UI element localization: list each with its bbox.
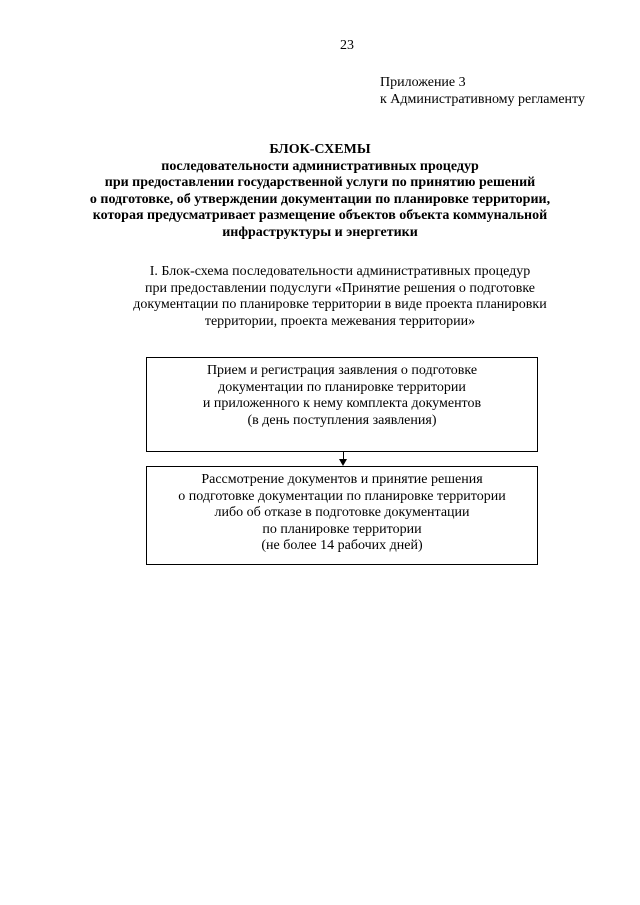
document-title — [20, 142, 620, 241]
arrow-down-icon — [339, 459, 347, 466]
title-line: инфраструктуры и энергетики — [222, 224, 418, 240]
title-line: БЛОК-СХЕМЫ — [269, 142, 371, 157]
flowchart-step-line: либо об отказе в подготовке документации — [214, 505, 470, 520]
title-line: при предоставлении государственной услуги по принятию решений — [104, 175, 536, 190]
section-heading-line: документации по планировке территории в виде проекта планировки — [133, 297, 547, 312]
flowchart-step-line: документации по планировке территории — [218, 379, 466, 395]
appendix-line: Приложение 3 — [380, 75, 466, 90]
title-line: о подготовке, об утверждении документации по планировке территории, — [89, 191, 551, 207]
flowchart-step-line: Рассмотрение документов и принятие решения — [201, 472, 483, 487]
title-line: последовательности административных процедур — [161, 158, 479, 174]
section-heading-line: при предоставлении подуслуги «Принятие решения о подготовке — [144, 280, 536, 296]
appendix-line: к Административному регламенту — [380, 92, 585, 107]
flowchart-step-line: о подготовке документации по планировке территории — [178, 488, 506, 504]
flowchart-step-reception — [146, 357, 538, 452]
flowchart-step-line: по планировке территории — [262, 521, 422, 537]
section-heading — [70, 264, 610, 330]
flowchart-step-decision — [146, 466, 538, 565]
appendix-reference — [380, 74, 585, 108]
flowchart-step-line: и приложенного к нему комплекта документов — [202, 396, 482, 411]
title-line: которая предусматривает размещение объектов объекта коммунальной — [92, 208, 548, 223]
flowchart-step-line: Прием и регистрация заявления о подготовке — [206, 363, 478, 378]
page-number: 23 — [340, 38, 354, 53]
flowchart-step-line: (в день поступления заявления) — [247, 412, 437, 428]
section-heading-line: I. Блок-схема последовательности административных процедур — [149, 264, 531, 279]
section-heading-line: территории, проекта межевания территории» — [204, 313, 476, 329]
flowchart-step-line: (не более 14 рабочих дней) — [261, 538, 423, 553]
